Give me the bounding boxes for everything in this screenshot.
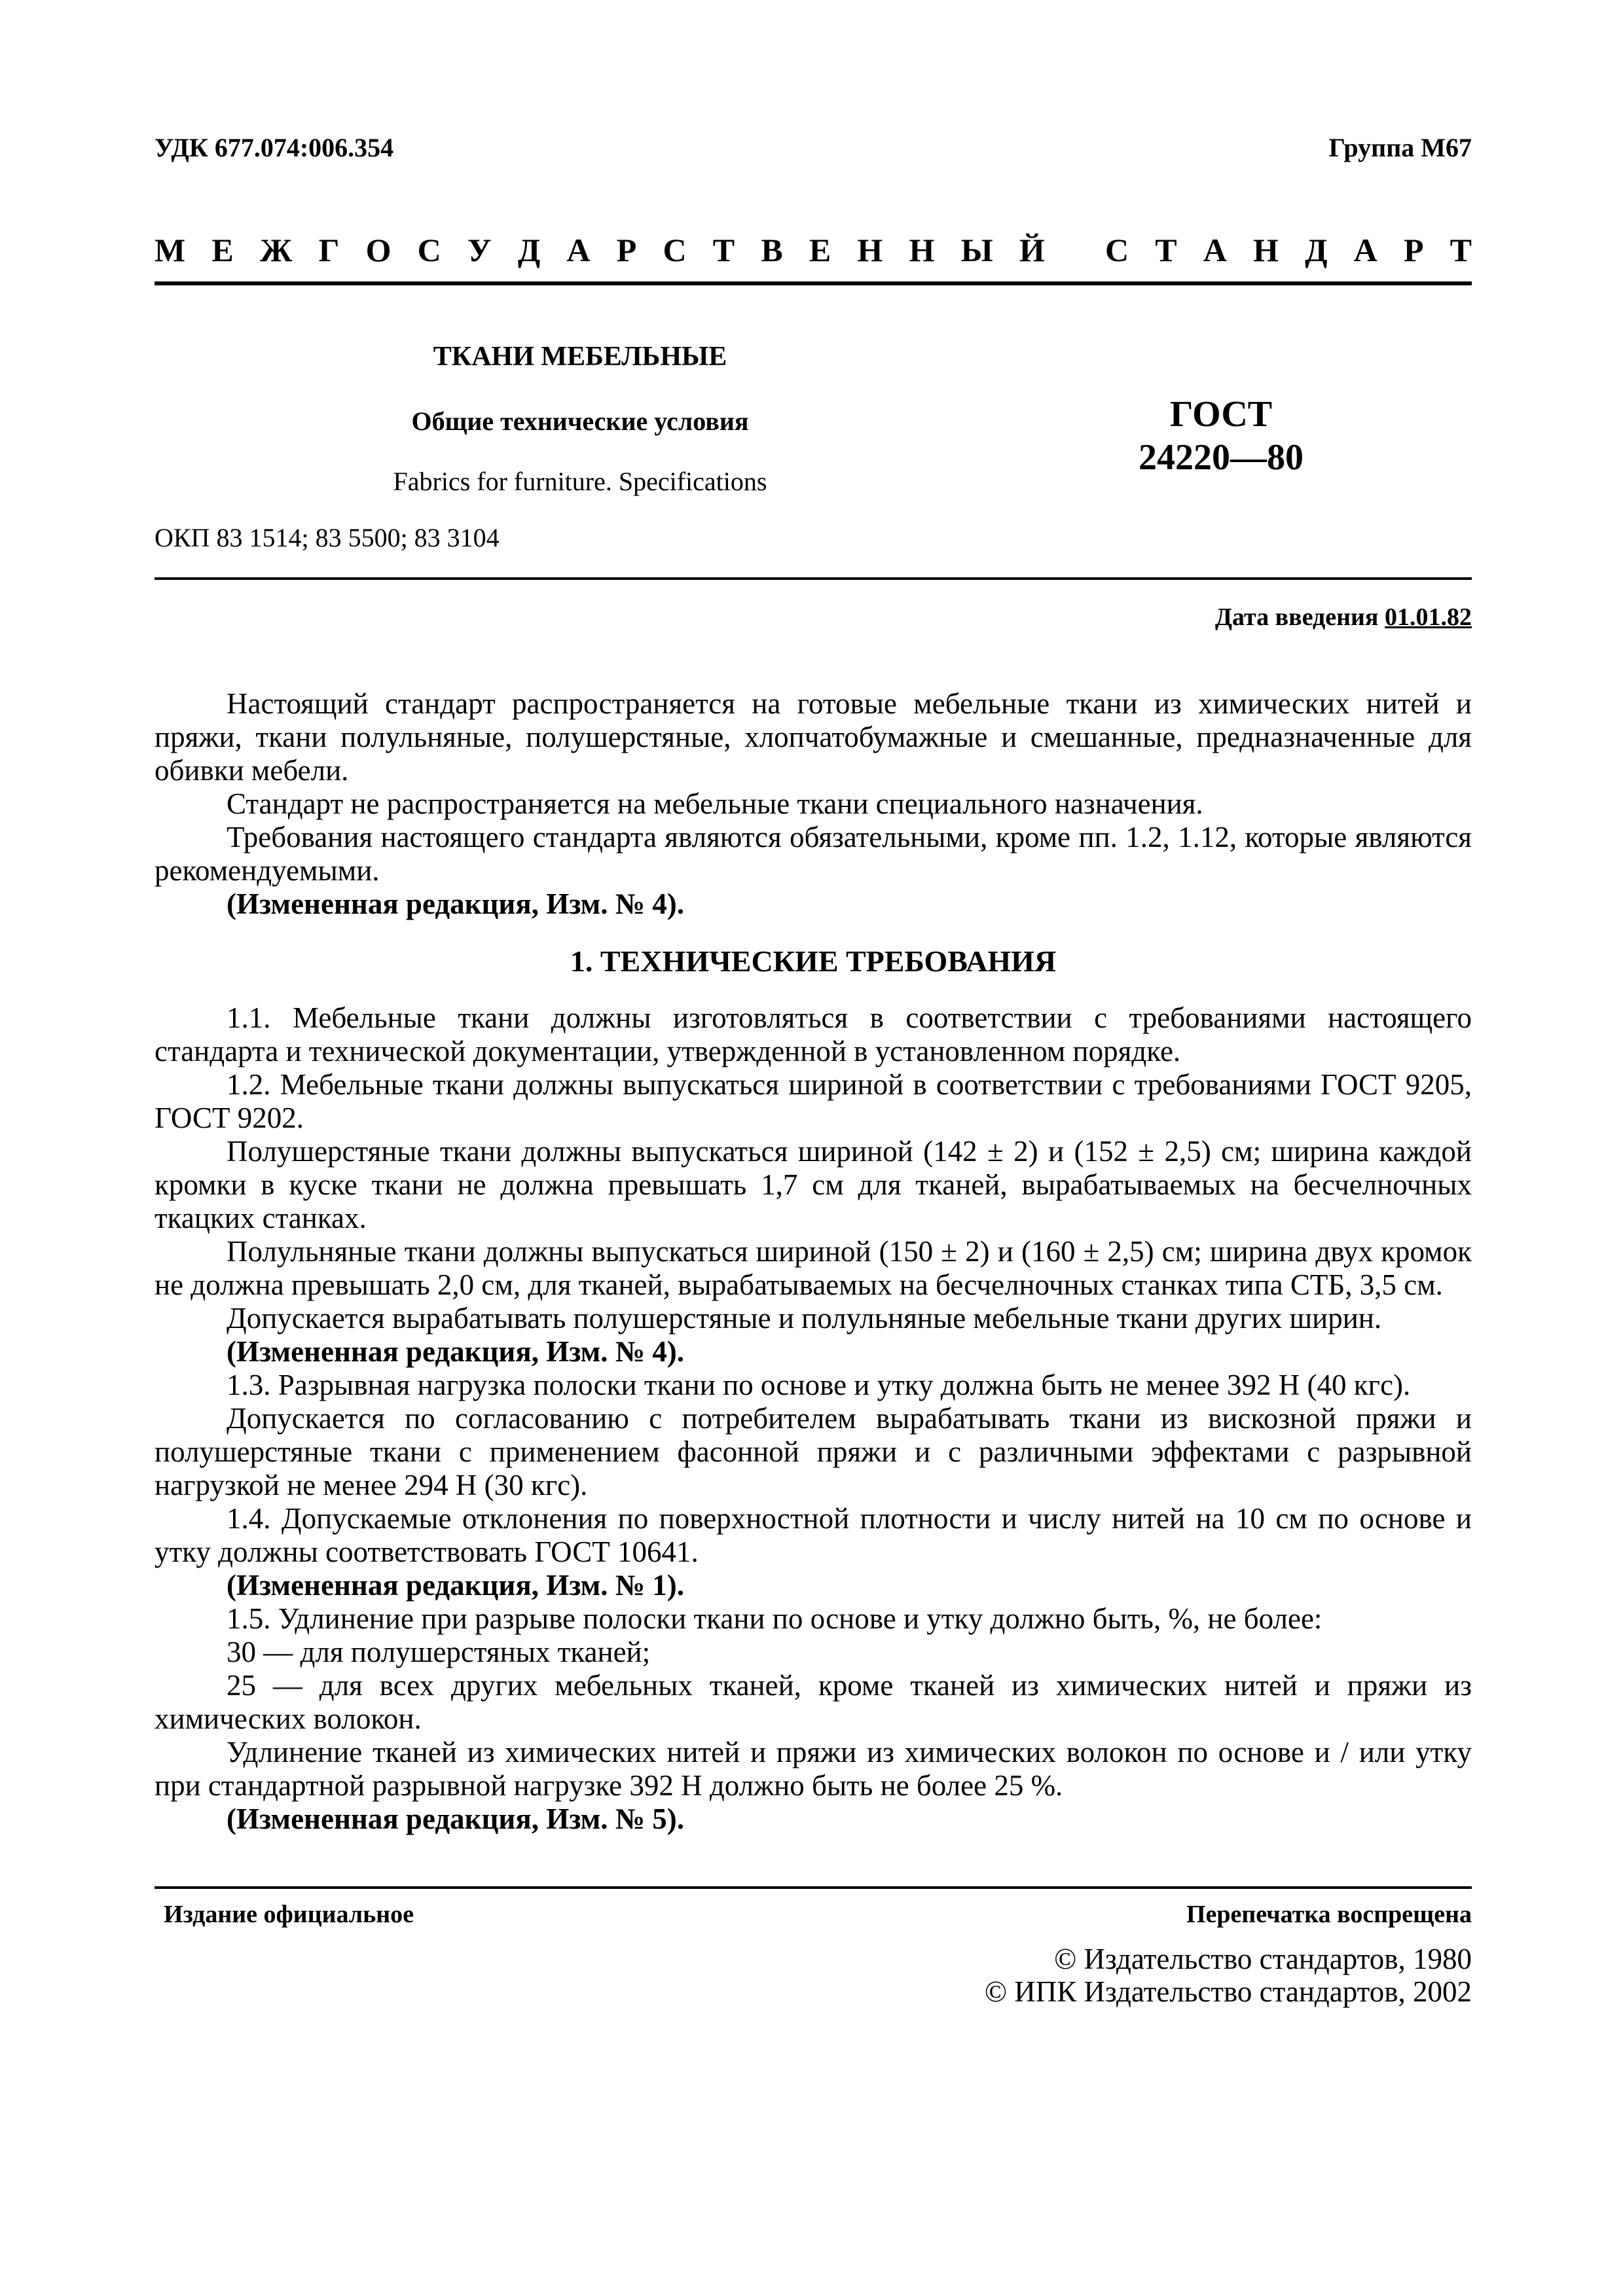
heading-letter: Р [1403, 232, 1424, 268]
heading-letter: С [1105, 232, 1129, 268]
top-rule [155, 281, 1472, 285]
heading-letter: Р [616, 232, 637, 268]
date-value: 01.01.82 [1385, 603, 1472, 631]
body-paragraph: 25 — для всех других мебельных тканей, кроме тканей из химических нитей и пряжи из химических волокон. [155, 1669, 1472, 1735]
body-paragraph: 1.1. Мебельные ткани должны изготовляться в соответствии с требованиями настоящего стандарта и технической документации, утвержденной в установленном порядке. [155, 1001, 1472, 1067]
body-paragraph: Требования настоящего стандарта являются обязательными, кроме пп. 1.2, 1.12, которые являются рекомендуемыми. [155, 821, 1472, 887]
heading-letter: С [417, 232, 441, 268]
body-paragraph: 1.5. Удлинение при разрыве полоски ткани по основе и утку должно быть, %, не более: [227, 1602, 1322, 1635]
heading-letter: Ж [259, 232, 293, 268]
date-label: Дата введения [1214, 603, 1379, 631]
heading-letter: А [1203, 232, 1227, 268]
body-paragraph: Настоящий стандарт распространяется на готовые мебельные ткани из химических нитей и пряжи, ткани полульняные, полушерстяные, хлопчатобумажные и смешанные, предназначенные для обивки мебели. [155, 687, 1472, 787]
body-paragraph: 1.4. Допускаемые отклонения по поверхностной плотности и числу нитей на 10 см по основе и утку должны соответствовать ГОСТ 10641. [155, 1502, 1472, 1568]
interstate-standard-heading [155, 230, 1472, 270]
amendment-note: (Измененная редакция, Изм. № 1). [227, 1569, 685, 1602]
amendment-note: (Измененная редакция, Изм. № 5). [227, 1803, 685, 1835]
heading-letter: Д [517, 232, 541, 268]
heading-letter: С [663, 232, 687, 268]
reprint-prohibited-label: Перепечатка воспрещена [1186, 1901, 1472, 1928]
gost-label: ГОСТ [1169, 394, 1273, 435]
body-paragraph: 1.3. Разрывная нагрузка полоски ткани по основе и утку должна быть не менее 392 Н (40 кгс). [227, 1369, 1411, 1401]
heading-letter: У [467, 232, 492, 268]
interstate-word-1 [155, 230, 1045, 270]
group-code: Группа М67 [1328, 133, 1472, 162]
standard-body-text [155, 687, 1472, 1836]
heading-letter: Й [1019, 232, 1045, 268]
standard-subtitle: Общие технические условия [411, 406, 749, 436]
heading-letter: Т [1450, 232, 1472, 268]
body-paragraph: Полушерстяные ткани должны выпускаться шириной (142 ± 2) и (152 ± 2,5) см; ширина каждой кромки в куске ткани не должна превышать 1,7 см для тканей, вырабатываемых на бесчелночных ткацких станках. [155, 1135, 1472, 1234]
heading-letter: Н [1253, 232, 1279, 268]
footer-rule [155, 1886, 1472, 1889]
heading-letter: Н [909, 232, 935, 268]
section-heading: 1. ТЕХНИЧЕСКИЕ ТРЕБОВАНИЯ [570, 944, 1057, 978]
body-paragraph: Удлинение тканей из химических нитей и пряжи из химических волокон по основе и / или утку при стандартной разрывной нагрузке 392 Н должно быть не более 25 %. [155, 1736, 1472, 1802]
title-rule [155, 577, 1472, 580]
amendment-note: (Измененная редакция, Изм. № 4). [227, 888, 685, 920]
body-paragraph: 30 — для полушерстяных тканей; [227, 1636, 651, 1668]
heading-letter: Е [809, 232, 831, 268]
amendment-note: (Измененная редакция, Изм. № 4). [227, 1335, 685, 1368]
body-paragraph: 1.2. Мебельные ткани должны выпускаться шириной в соответствии с требованиями ГОСТ 9205, ГОСТ 9202. [155, 1068, 1472, 1134]
gost-number: 24220—80 [1139, 437, 1304, 478]
official-edition-label: Издание официальное [164, 1901, 414, 1928]
body-paragraph: Стандарт не распространяется на мебельные ткани специального назначения. [227, 787, 1203, 820]
heading-letter: Н [857, 232, 883, 268]
english-title: Fabrics for furniture. Specifications [393, 467, 767, 496]
heading-letter: Ы [960, 232, 993, 268]
udk-code: УДК 677.074:006.354 [155, 133, 394, 162]
body-paragraph: Допускается по согласованию с потребителем вырабатывать ткани из вискозной пряжи и полушерстяные ткани с применением фасонной пряжи и с различными эффектами с разрывной нагрузкой не менее 294 Н (30 кгс). [155, 1402, 1472, 1501]
heading-letter: Т [712, 232, 735, 268]
heading-letter: Д [1305, 232, 1328, 268]
okp-codes: ОКП 83 1514; 83 5500; 83 3104 [155, 523, 500, 552]
body-paragraph: Допускается вырабатывать полушерстяные и полульняные мебельные ткани других ширин. [227, 1302, 1382, 1335]
body-paragraph: Полульняные ткани должны выпускаться шириной (150 ± 2) и (160 ± 2,5) см; ширина двух кромок не должна превышать 2,0 см, для тканей, вырабатываемых на бесчелночных станках типа СТБ, 3,5 см. [155, 1235, 1472, 1301]
copyright-1980: © Издательство стандартов, 1980 [1054, 1943, 1472, 1975]
introduction-date [1215, 601, 1472, 634]
heading-letter: О [365, 232, 392, 268]
copyright-2002: © ИПК Издательство стандартов, 2002 [984, 1975, 1472, 2008]
heading-letter: М [155, 232, 186, 268]
standard-title: ТКАНИ МЕБЕЛЬНЫЕ [433, 342, 727, 372]
interstate-word-2 [1105, 230, 1472, 270]
heading-letter: В [761, 232, 783, 268]
heading-letter: А [1353, 232, 1377, 268]
heading-letter: Г [318, 232, 340, 268]
heading-letter: Т [1155, 232, 1177, 268]
heading-letter: А [566, 232, 591, 268]
heading-letter: Е [211, 232, 234, 268]
